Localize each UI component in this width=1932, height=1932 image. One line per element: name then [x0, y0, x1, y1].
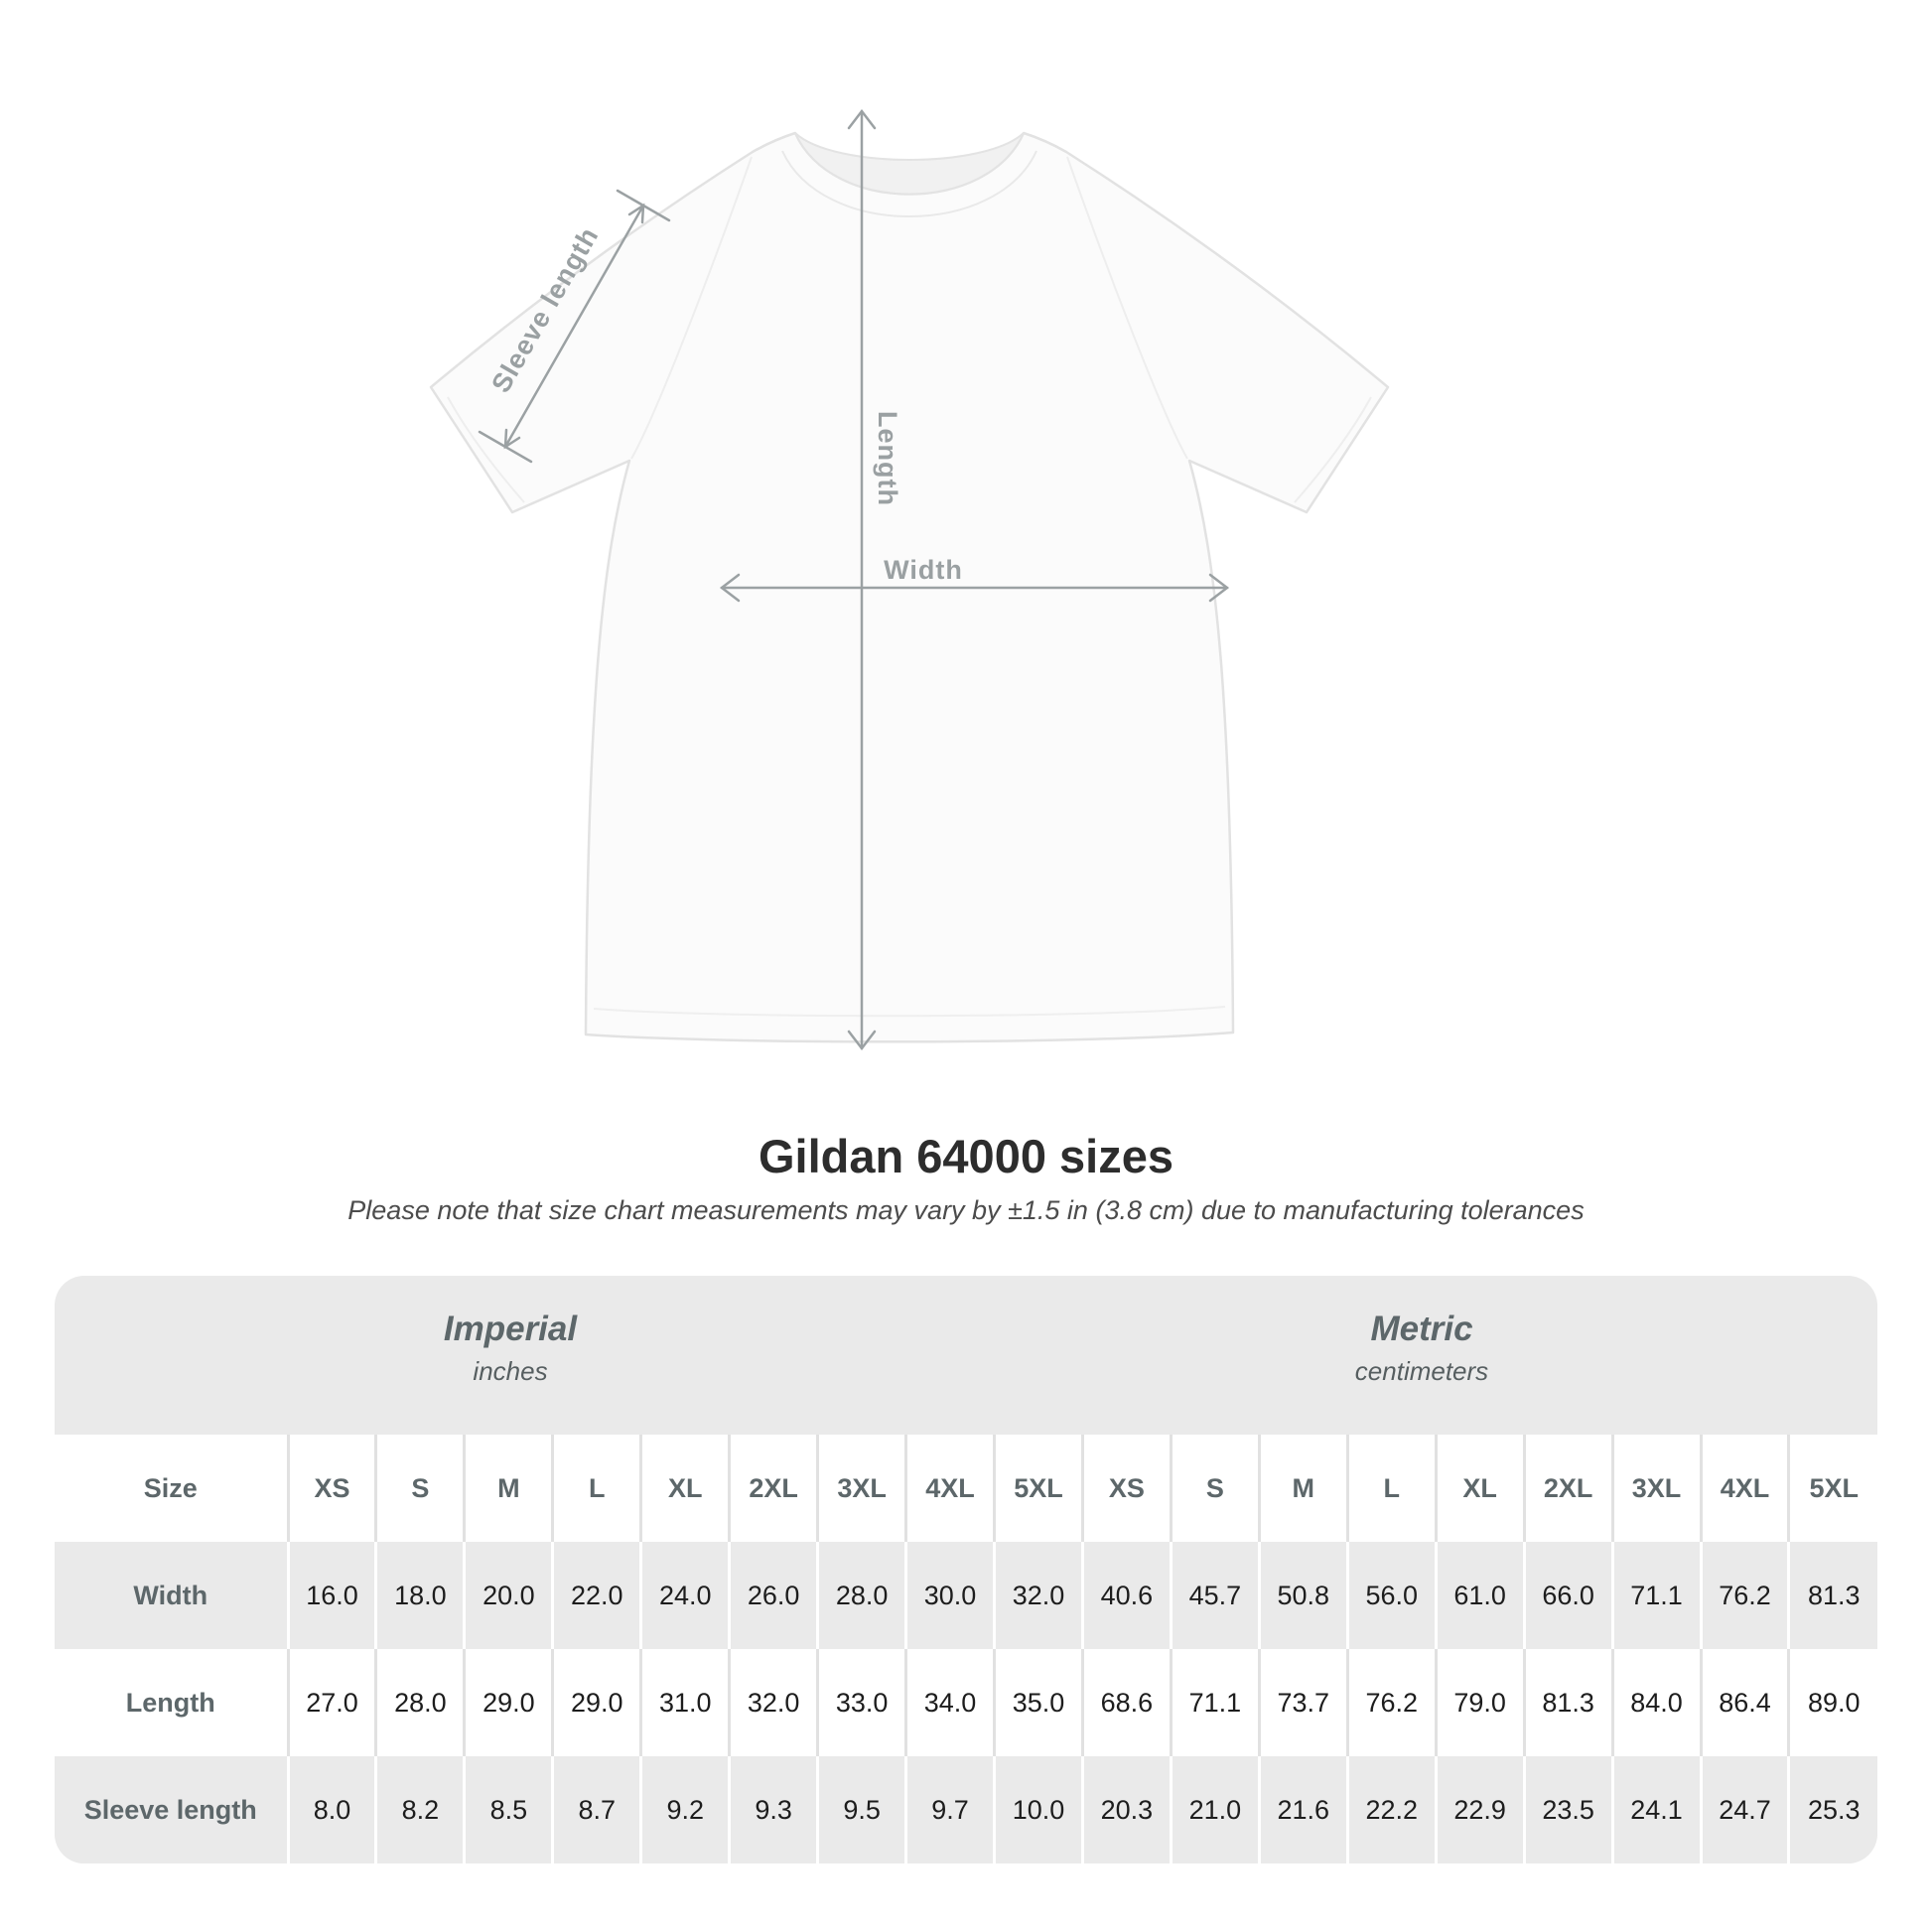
- length-cell: 76.2: [1347, 1649, 1436, 1756]
- sleeve-length-cell: 23.5: [1524, 1756, 1612, 1863]
- sleeve-length-cell: 24.7: [1701, 1756, 1789, 1863]
- sleeve-length-cell: 9.2: [641, 1756, 730, 1863]
- sleeve-length-cell: 10.0: [995, 1756, 1083, 1863]
- sleeve-length-cell: 21.6: [1259, 1756, 1347, 1863]
- unit-header: [55, 1276, 1877, 1435]
- metric-label: Metric: [1370, 1310, 1473, 1348]
- imperial-label: Imperial: [443, 1310, 578, 1348]
- size-header-imperial-3xl: 3XL: [818, 1435, 906, 1542]
- imperial-unit-group: [55, 1276, 966, 1435]
- length-cell: 34.0: [906, 1649, 995, 1756]
- width-cell: 20.0: [465, 1542, 553, 1649]
- page-subtitle: Please note that size chart measurements may vary by ±1.5 in (3.8 cm) due to manufacturing tolerances: [347, 1195, 1585, 1225]
- size-table: [55, 1435, 1877, 1863]
- imperial-unit: inches: [473, 1356, 548, 1386]
- sleeve-length-cell: 22.9: [1436, 1756, 1524, 1863]
- width-cell: 22.0: [553, 1542, 641, 1649]
- sleeve-length-cell: 20.3: [1082, 1756, 1171, 1863]
- size-header-imperial-s: S: [376, 1435, 465, 1542]
- length-cell: 33.0: [818, 1649, 906, 1756]
- metric-unit: centimeters: [1354, 1356, 1489, 1386]
- length-cell: 28.0: [376, 1649, 465, 1756]
- width-cell: 76.2: [1701, 1542, 1789, 1649]
- size-header-metric-5xl: 5XL: [1789, 1435, 1877, 1542]
- size-header-row: [55, 1435, 1877, 1542]
- length-annotation: Length: [873, 411, 902, 506]
- length-cell: 71.1: [1171, 1649, 1259, 1756]
- width-cell: 66.0: [1524, 1542, 1612, 1649]
- sleeve-length-cell: 25.3: [1789, 1756, 1877, 1863]
- length-cell: 29.0: [465, 1649, 553, 1756]
- width-cell: 32.0: [995, 1542, 1083, 1649]
- length-cell: 27.0: [288, 1649, 376, 1756]
- width-cell: 26.0: [730, 1542, 818, 1649]
- length-cell: 81.3: [1524, 1649, 1612, 1756]
- sleeve-length-cell: 22.2: [1347, 1756, 1436, 1863]
- size-header-metric-4xl: 4XL: [1701, 1435, 1789, 1542]
- length-cell: 29.0: [553, 1649, 641, 1756]
- size-header-metric-2xl: 2XL: [1524, 1435, 1612, 1542]
- size-header-metric-l: L: [1347, 1435, 1436, 1542]
- length-cell: 31.0: [641, 1649, 730, 1756]
- length-row-label: Length: [125, 1687, 215, 1718]
- sleeve-length-cell: 8.0: [288, 1756, 376, 1863]
- size-table-card: [55, 1276, 1877, 1863]
- sleeve-length-cell: 9.5: [818, 1756, 906, 1863]
- length-cell: 89.0: [1789, 1649, 1877, 1756]
- size-header-metric-m: M: [1259, 1435, 1347, 1542]
- size-header-imperial-xl: XL: [641, 1435, 730, 1542]
- width-cell: 30.0: [906, 1542, 995, 1649]
- length-cell: 73.7: [1259, 1649, 1347, 1756]
- sleeve-length-cell: 9.7: [906, 1756, 995, 1863]
- size-header-metric-3xl: 3XL: [1612, 1435, 1701, 1542]
- sleeve-length-cell: 24.1: [1612, 1756, 1701, 1863]
- size-corner-header: Size: [143, 1472, 198, 1503]
- width-cell: 16.0: [288, 1542, 376, 1649]
- length-cell: 35.0: [995, 1649, 1083, 1756]
- sleeve-length-cell: 8.2: [376, 1756, 465, 1863]
- sleeve-length-annotation: Sleeve length: [485, 221, 605, 398]
- width-row: [55, 1542, 1877, 1649]
- width-cell: 24.0: [641, 1542, 730, 1649]
- length-cell: 68.6: [1082, 1649, 1171, 1756]
- length-cell: 79.0: [1436, 1649, 1524, 1756]
- width-cell: 50.8: [1259, 1542, 1347, 1649]
- sleeve-length-cell: 8.7: [553, 1756, 641, 1863]
- size-header-metric-xl: XL: [1436, 1435, 1524, 1542]
- metric-unit-group: [966, 1276, 1877, 1435]
- length-cell: 86.4: [1701, 1649, 1789, 1756]
- size-header-imperial-2xl: 2XL: [730, 1435, 818, 1542]
- width-cell: 61.0: [1436, 1542, 1524, 1649]
- size-header-imperial-5xl: 5XL: [995, 1435, 1083, 1542]
- length-cell: 84.0: [1612, 1649, 1701, 1756]
- width-cell: 45.7: [1171, 1542, 1259, 1649]
- width-cell: 71.1: [1612, 1542, 1701, 1649]
- width-row-label: Width: [133, 1580, 208, 1610]
- size-header-imperial-l: L: [553, 1435, 641, 1542]
- width-annotation: Width: [884, 555, 963, 585]
- sleeve-length-row: [55, 1756, 1877, 1863]
- width-cell: 28.0: [818, 1542, 906, 1649]
- sleeve-length-row-label: Sleeve length: [83, 1794, 257, 1825]
- sleeve-length-cell: 8.5: [465, 1756, 553, 1863]
- size-header-metric-s: S: [1171, 1435, 1259, 1542]
- width-cell: 81.3: [1789, 1542, 1877, 1649]
- size-header-metric-xs: XS: [1082, 1435, 1171, 1542]
- width-cell: 18.0: [376, 1542, 465, 1649]
- size-header-imperial-m: M: [465, 1435, 553, 1542]
- length-row: [55, 1649, 1877, 1756]
- size-header-imperial-4xl: 4XL: [906, 1435, 995, 1542]
- size-header-imperial-xs: XS: [288, 1435, 376, 1542]
- length-cell: 32.0: [730, 1649, 818, 1756]
- width-cell: 40.6: [1082, 1542, 1171, 1649]
- heading-block: [0, 1130, 1932, 1225]
- width-cell: 56.0: [1347, 1542, 1436, 1649]
- page-title: Gildan 64000 sizes: [758, 1130, 1174, 1182]
- sleeve-length-cell: 9.3: [730, 1756, 818, 1863]
- sleeve-length-cell: 21.0: [1171, 1756, 1259, 1863]
